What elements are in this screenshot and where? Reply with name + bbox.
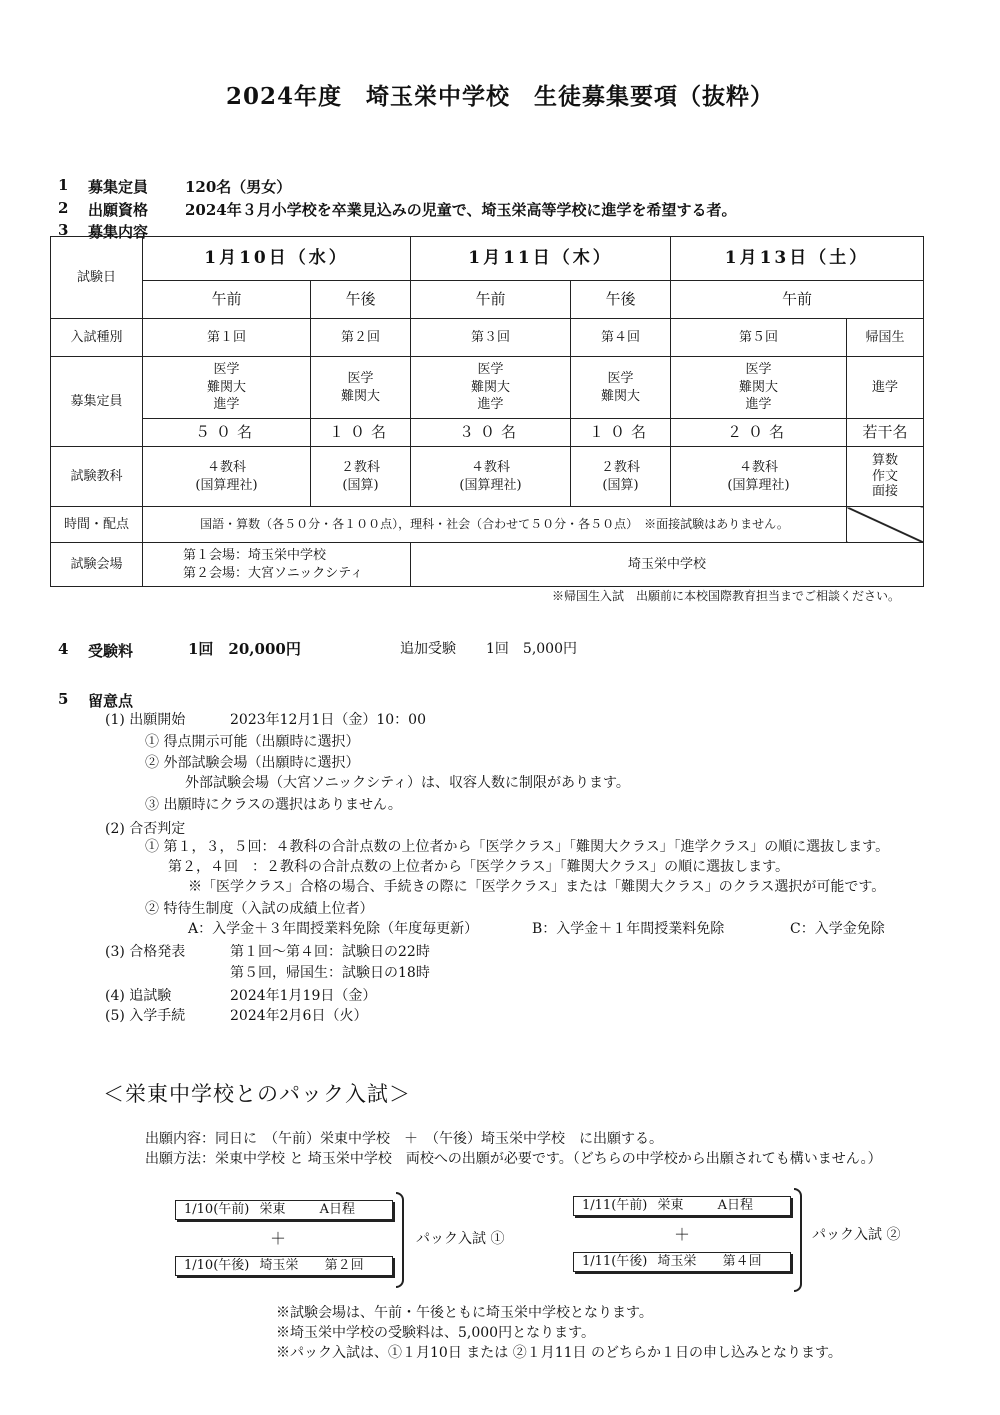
session-am: 午前: [411, 281, 571, 319]
course-list: 進学: [847, 357, 924, 419]
note-5-label: (5) 入学手続: [105, 1008, 186, 1024]
section-3-number: 3: [58, 221, 69, 239]
returnee-note: ※帰国生入試 出願前に本校国際教育担当までご相談ください。: [552, 589, 901, 603]
quota-value: １０名: [571, 419, 671, 447]
pack-2-label: パック入試 ②: [812, 1227, 901, 1243]
brace-left: [396, 1192, 404, 1288]
scholarship-c: C：入学金免除: [790, 921, 885, 937]
scholarship-b: B：入学金＋１年間授業料免除: [532, 921, 725, 937]
venue-left: 第１会場：埼玉栄中学校 第２会場：大宮ソニックシティ: [143, 543, 411, 587]
course-list: 医学 難関大 進学: [143, 357, 311, 419]
pack-tag: A日程: [717, 1198, 754, 1213]
note-2-item-b: ② 特待生制度（入試の成績上位者）: [145, 901, 374, 917]
subjects-value: ２教科 (国算): [311, 447, 411, 507]
pack-date: 1/10(午前): [184, 1202, 250, 1217]
session-pm: 午後: [571, 281, 671, 319]
note-1-item-b: ② 外部試験会場（出願時に選択）: [145, 755, 360, 771]
date-jan10: 1月10日（水）: [143, 237, 411, 281]
pack-box-right-bottom: [573, 1252, 791, 1272]
session-pm: 午後: [311, 281, 411, 319]
extra-exam-label: 追加受験: [400, 641, 456, 657]
quota-value: １０名: [311, 419, 411, 447]
venue-right: 埼玉栄中学校: [411, 543, 924, 587]
pack-date: 1/11(午前): [582, 1198, 648, 1213]
note-1-label: (1) 出願開始: [105, 712, 186, 728]
pack-school: 栄東: [657, 1198, 684, 1213]
pack-school: 埼玉栄: [657, 1254, 697, 1269]
note-1-item-a: ① 得点開示可能（出願時に選択）: [145, 734, 360, 750]
note-2-item-a: ① 第１，３，５回：４教科の合計点数の上位者から「医学クラス」「難関大クラス」「進学クラス」の順に選抜します。: [145, 839, 890, 855]
note-4-label: (4) 追試験: [105, 988, 172, 1004]
subjects-value: ４教科 (国算理社): [143, 447, 311, 507]
pack-tag: A日程: [319, 1202, 356, 1217]
row-header-quota: 募集定員: [51, 357, 143, 447]
row-header-subjects: 試験教科: [51, 447, 143, 507]
row-header-time: 時間・配点: [51, 507, 143, 543]
exam-type: 帰国生: [847, 319, 924, 357]
pack-box-left-top: [175, 1200, 393, 1220]
note-2-item-a-note: ※「医学クラス」合格の場合、手続きの際に「医学クラス」または「難関大クラス」のクラス選択が可能です。: [188, 879, 886, 895]
note-4-value: 2024年1月19日（金）: [230, 988, 377, 1004]
plus-sign: ＋: [674, 1225, 691, 1244]
section-1-value: 120名（男女）: [185, 178, 292, 196]
row-header-venue: 試験会場: [51, 543, 143, 587]
note-1-item-b-detail: 外部試験会場（大宮ソニックシティ）は、収容人数に制限があります。: [185, 775, 630, 791]
pack-content: 出願内容：同日に （午前）栄東中学校 ＋ （午後）埼玉栄中学校 に出願する。: [145, 1131, 663, 1147]
exam-fee: 1回 20,000円: [188, 640, 301, 658]
section-1-number: 1: [58, 176, 69, 194]
date-jan13: 1月13日（土）: [671, 237, 924, 281]
empty-cell-slash: [847, 507, 924, 543]
extra-exam-fee: 1回 5,000円: [486, 641, 577, 657]
quota-value: ５０名: [143, 419, 311, 447]
pack-1-label: パック入試 ①: [416, 1231, 505, 1247]
subjects-value: ２教科 (国算): [571, 447, 671, 507]
section-4-label: 受験料: [88, 642, 134, 660]
note-3-value-1: 第１回〜第４回：試験日の22時: [230, 944, 430, 960]
pack-tag: 第２回: [324, 1258, 364, 1273]
session-am: 午前: [143, 281, 311, 319]
note-3-label: (3) 合格発表: [105, 944, 186, 960]
plus-sign: ＋: [270, 1229, 287, 1248]
pack-date: 1/10(午後): [184, 1258, 250, 1273]
time-points-text: 国語・算数（各５０分・各１００点），理科・社会（合わせて５０分・各５０点） ※面接試験はありません。: [143, 507, 847, 543]
row-header-exam-day: 試験日: [51, 237, 143, 319]
exam-type: 第５回: [671, 319, 847, 357]
scholarship-a: A：入学金＋３年間授業料免除（年度毎更新）: [188, 921, 479, 937]
section-5-number: 5: [58, 690, 69, 708]
quota-value: ２０名: [671, 419, 847, 447]
course-list: 医学 難関大 進学: [411, 357, 571, 419]
session-am: 午前: [671, 281, 924, 319]
course-list: 医学 難関大 進学: [671, 357, 847, 419]
brace-right: [794, 1188, 802, 1292]
row-header-exam-type: 入試種別: [51, 319, 143, 357]
admission-table: [50, 236, 924, 587]
course-list: 医学 難関大: [571, 357, 671, 419]
note-3-value-2: 第５回，帰国生：試験日の18時: [230, 965, 430, 981]
subjects-value: ４教科 (国算理社): [411, 447, 571, 507]
exam-type: 第２回: [311, 319, 411, 357]
pack-school: 栄東: [259, 1202, 286, 1217]
pack-footnote-2: ※埼玉栄中学校の受験料は、5,000円となります。: [276, 1325, 595, 1341]
section-2-label: 出願資格: [88, 201, 149, 219]
note-1-item-c: ③ 出願時にクラスの選択はありません。: [145, 797, 402, 813]
exam-type: 第１回: [143, 319, 311, 357]
pack-box-left-bottom: [175, 1256, 393, 1276]
pack-method: 出願方法：栄東中学校 と 埼玉栄中学校 両校への出願が必要です。（どちらの中学校から出願されても構いません。）: [145, 1151, 882, 1167]
note-2-label: (2) 合否判定: [105, 821, 186, 837]
section-3-label: 募集内容: [88, 223, 149, 241]
quota-value: 若干名: [847, 419, 924, 447]
quota-value: ３０名: [411, 419, 571, 447]
subjects-value: ４教科 (国算理社): [671, 447, 847, 507]
section-2-value: 2024年３月小学校を卒業見込みの児童で、埼玉栄高等学校に進学を希望する者。: [185, 201, 737, 219]
pack-school: 埼玉栄: [259, 1258, 299, 1273]
section-2-number: 2: [58, 199, 69, 217]
note-1-value: 2023年12月1日（金）10：00: [230, 712, 426, 728]
course-list: 医学 難関大: [311, 357, 411, 419]
date-jan11: 1月11日（木）: [411, 237, 671, 281]
exam-type: 第３回: [411, 319, 571, 357]
section-4-number: 4: [58, 640, 69, 658]
page-title: 2024年度 埼玉栄中学校 生徒募集要項（抜粋）: [225, 83, 774, 110]
pack-box-right-top: [573, 1196, 791, 1216]
note-5-value: 2024年2月6日（火）: [230, 1008, 368, 1024]
pack-date: 1/11(午後): [582, 1254, 648, 1269]
note-2-item-a-line2: 第２，４回 ：２教科の合計点数の上位者から「医学クラス」「難関大クラス」の順に選抜します。: [168, 859, 790, 875]
section-5-label: 留意点: [88, 692, 134, 710]
pack-tag: 第４回: [722, 1254, 762, 1269]
pack-footnote-1: ※試験会場は、午前・午後ともに埼玉栄中学校となります。: [276, 1305, 653, 1321]
exam-type: 第４回: [571, 319, 671, 357]
pack-footnote-3: ※パック入試は、①１月10日 または ②１月11日 のどちらか１日の申し込みとなります。: [276, 1345, 842, 1361]
pack-exam-title: ＜栄東中学校とのパック入試＞: [103, 1082, 411, 1106]
section-1-label: 募集定員: [88, 178, 149, 196]
subjects-value: 算数 作文 面接: [847, 447, 924, 507]
